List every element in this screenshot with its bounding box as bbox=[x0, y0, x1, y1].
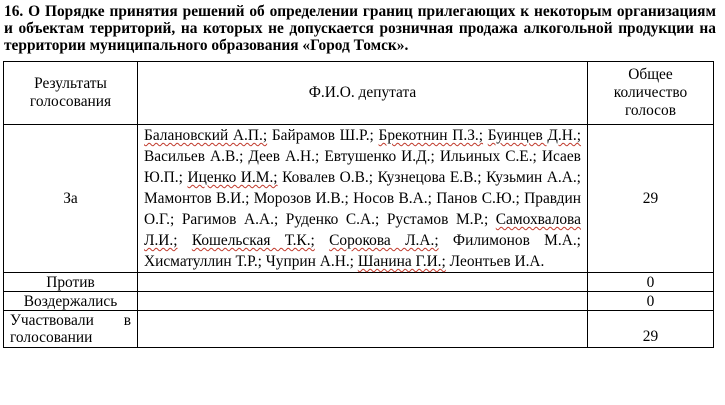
result-against-label: Против bbox=[4, 273, 138, 292]
table-row-for bbox=[4, 125, 714, 273]
deputy-name: Евтушенко И.Д.; bbox=[324, 148, 435, 165]
deputy-name: Ильиных С.Е.; bbox=[439, 148, 537, 165]
total-abstained: 0 bbox=[588, 292, 714, 311]
table-row-against bbox=[4, 273, 714, 292]
header-results: Результаты голосования bbox=[4, 62, 138, 125]
deputy-name: Байрамов Ш.Р.; bbox=[271, 127, 374, 144]
result-for-label: За bbox=[4, 125, 138, 273]
deputy-name: Мамонтов В.И.; bbox=[144, 190, 250, 207]
deputy-name: Хисматуллин Т.Р.; bbox=[144, 253, 262, 270]
deputy-name: Панов С.Ю.; bbox=[436, 190, 520, 207]
deputy-name: Шанина Г.И.; bbox=[357, 253, 446, 270]
deputy-name: Носов В.А.; bbox=[353, 190, 432, 207]
deputy-cell-empty bbox=[138, 311, 588, 348]
deputy-name: Кузнецова Е.В.; bbox=[377, 169, 482, 186]
deputy-name: Рагимов А.А.; bbox=[181, 211, 279, 228]
header-total: Общее количество голосов bbox=[588, 62, 714, 125]
deputy-cell-empty bbox=[138, 292, 588, 311]
deputy-name: Чуприн А.Н.; bbox=[265, 253, 354, 270]
deputy-name: Рустамов М.Р.; bbox=[386, 211, 489, 228]
deputy-name: Буинцев Д.Н.; bbox=[487, 127, 582, 144]
deputy-name: Брекотнин П.З.; bbox=[378, 127, 484, 144]
deputy-name: Исаев Ю.П.; bbox=[144, 148, 581, 186]
total-participated: 29 bbox=[588, 311, 714, 348]
deputy-name: Самохвалова Л.И.; bbox=[144, 211, 581, 249]
total-against: 0 bbox=[588, 273, 714, 292]
section-heading: 16. О Порядке принятия решений об определении границ прилегающих к некоторым организациям и объектам территорий, на которых не допускается розничная продажа алкогольной продукции на территории муниципального образования «Город Томск». bbox=[4, 3, 716, 54]
result-abstained-label: Воздержались bbox=[4, 292, 138, 311]
deputy-cell-empty bbox=[138, 273, 588, 292]
deputy-name: Леонтьев И.А. bbox=[449, 253, 545, 270]
deputy-name: Балановский А.П.; bbox=[144, 127, 268, 144]
voting-results-table bbox=[3, 61, 714, 348]
deputy-name: Кошельская Т.К.; bbox=[191, 232, 315, 249]
deputy-names-list bbox=[138, 125, 588, 273]
deputy-name: Иценко И.М.; bbox=[187, 169, 278, 186]
deputy-name: Кузьмин А.А.; bbox=[486, 169, 581, 186]
table-row-participated bbox=[4, 311, 714, 348]
table-row-abstained bbox=[4, 292, 714, 311]
deputy-name: Ковалев О.В.; bbox=[282, 169, 374, 186]
deputy-name: Васильев А.В.; bbox=[144, 148, 244, 165]
deputy-name: Руденко С.А.; bbox=[285, 211, 380, 228]
deputy-name: Деев А.Н.; bbox=[248, 148, 320, 165]
deputy-name: Правдин О.Г.; bbox=[144, 190, 581, 228]
total-for: 29 bbox=[588, 125, 714, 273]
header-deputy: Ф.И.О. депутата bbox=[138, 62, 588, 125]
deputy-name: Морозов И.В.; bbox=[253, 190, 349, 207]
deputy-name: Филимонов М.А.; bbox=[452, 232, 581, 249]
deputy-name: Сорокова Л.А.; bbox=[329, 232, 439, 249]
result-participated-label: Участвовали в голосовании bbox=[4, 311, 138, 348]
table-header-row bbox=[4, 62, 714, 125]
